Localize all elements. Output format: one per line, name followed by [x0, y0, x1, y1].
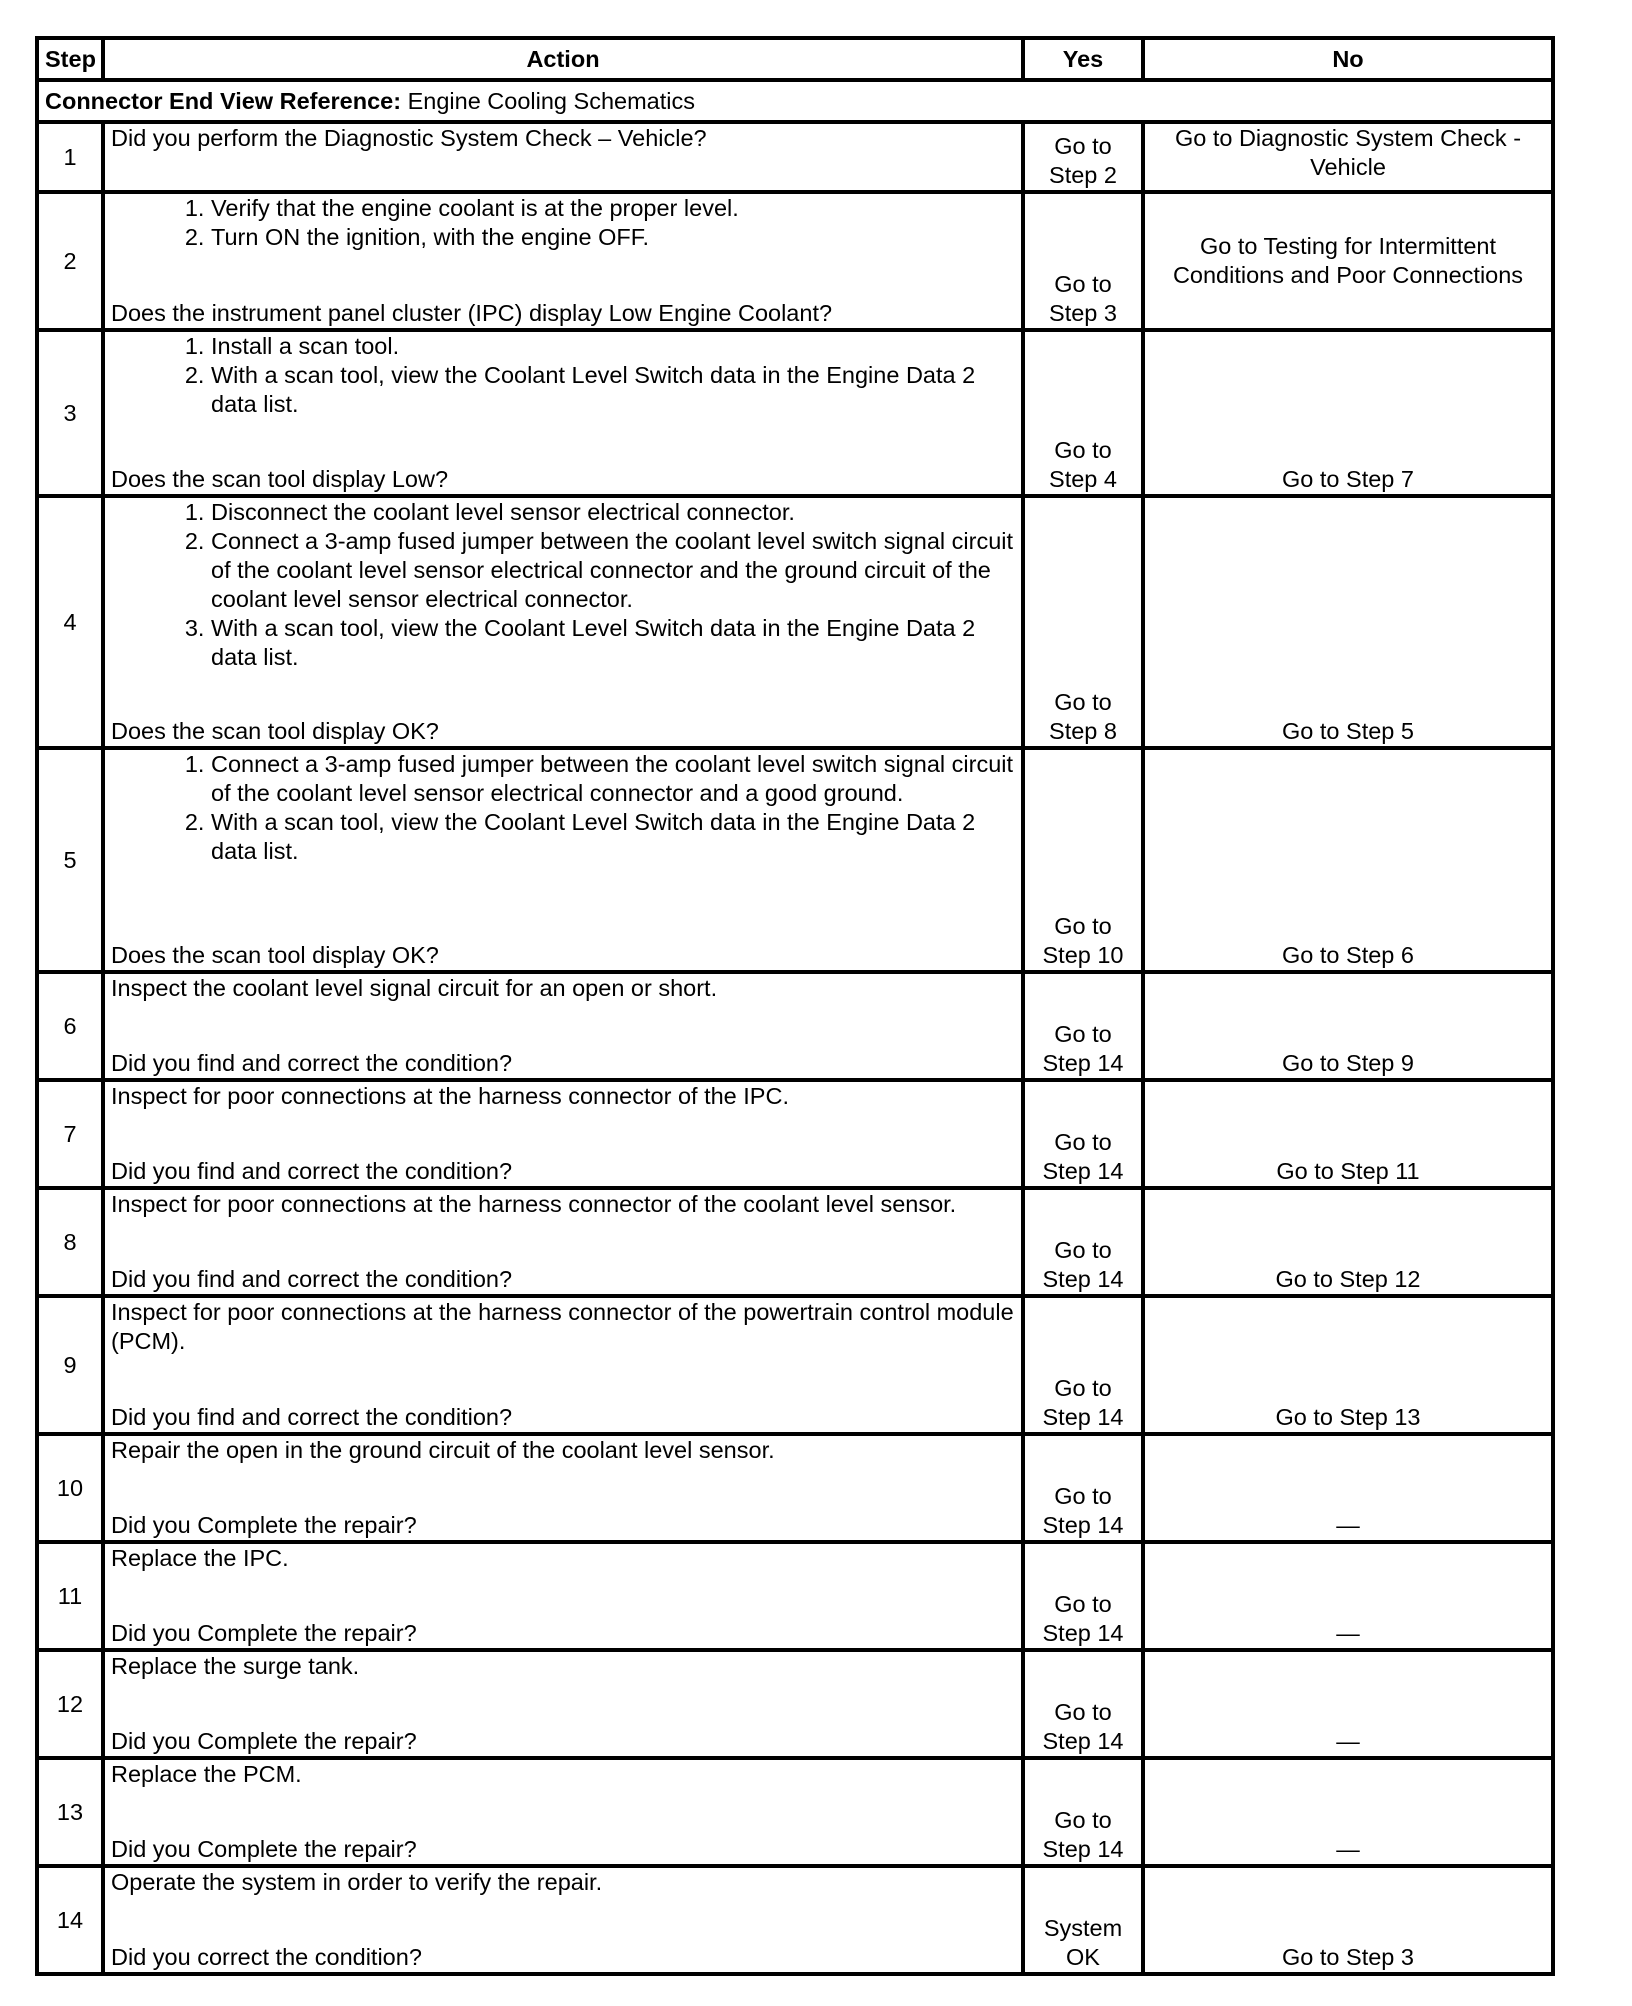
step-number: 3: [37, 330, 103, 496]
step-number: 7: [37, 1080, 103, 1188]
action-text: Inspect for poor connections at the harness connector of the powertrain control module (PCM).: [111, 1299, 1014, 1354]
step-action: [103, 1650, 1023, 1758]
action-text: Inspect for poor connections at the harness connector of the coolant level sensor.: [111, 1191, 957, 1217]
action-question: Did you Complete the repair?: [111, 1620, 417, 1646]
action-question: Did you find and correct the condition?: [111, 1404, 513, 1430]
no-result: —: [1143, 1542, 1553, 1650]
action-text: Inspect for poor connections at the harness connector of the IPC.: [111, 1083, 789, 1109]
step-number: 8: [37, 1188, 103, 1296]
connector-reference: [37, 80, 1553, 122]
table-row: [37, 496, 1553, 748]
action-question: Does the instrument panel cluster (IPC) display Low Engine Coolant?: [111, 300, 833, 326]
action-list: [111, 194, 1015, 252]
table-row: [37, 1080, 1553, 1188]
step-number: 11: [37, 1542, 103, 1650]
yes-result: Go to Step 14: [1023, 1296, 1143, 1434]
action-item: 1. Connect a 3-amp fused jumper between the coolant level switch signal circuit of the coolant level sensor electrical connector and a good ground.: [211, 750, 1015, 808]
no-result: Go to Step 13: [1143, 1296, 1553, 1434]
header-step: Step: [37, 38, 103, 80]
action-text: Did you perform the Diagnostic System Check – Vehicle?: [111, 125, 707, 151]
action-item: 2. With a scan tool, view the Coolant Level Switch data in the Engine Data 2 data list.: [211, 808, 1015, 866]
no-result: Go to Testing for Intermittent Conditions and Poor Connections: [1143, 192, 1553, 330]
no-result: Go to Step 12: [1143, 1188, 1553, 1296]
no-result: Go to Step 11: [1143, 1080, 1553, 1188]
yes-result: Go to Step 14: [1023, 1188, 1143, 1296]
table-row: [37, 1866, 1553, 1974]
table-row: [37, 972, 1553, 1080]
step-action: [103, 748, 1023, 972]
step-action: [103, 1758, 1023, 1866]
action-question: Did you find and correct the condition?: [111, 1050, 513, 1076]
action-question: Did you Complete the repair?: [111, 1728, 417, 1754]
step-action: [103, 1188, 1023, 1296]
step-number: 9: [37, 1296, 103, 1434]
step-number: 10: [37, 1434, 103, 1542]
step-number: 2: [37, 192, 103, 330]
header-action: Action: [103, 38, 1023, 80]
action-item: 1. Install a scan tool.: [211, 332, 1015, 361]
action-question: Does the scan tool display OK?: [111, 942, 439, 968]
action-question: Did you find and correct the condition?: [111, 1158, 513, 1184]
step-action: [103, 330, 1023, 496]
no-result: —: [1143, 1758, 1553, 1866]
table-row: [37, 1650, 1553, 1758]
action-text: Replace the IPC.: [111, 1545, 289, 1571]
reference-label: Connector End View Reference:: [45, 87, 402, 114]
action-text: Inspect the coolant level signal circuit for an open or short.: [111, 975, 718, 1001]
yes-result: System OK: [1023, 1866, 1143, 1974]
step-number: 4: [37, 496, 103, 748]
action-list: [111, 332, 1015, 419]
table-row: [37, 330, 1553, 496]
action-question: Did you Complete the repair?: [111, 1836, 417, 1862]
yes-result: Go to Step 10: [1023, 748, 1143, 972]
table-row: [37, 122, 1553, 192]
yes-result: Go to Step 3: [1023, 192, 1143, 330]
header-row: [37, 38, 1553, 80]
header-yes: Yes: [1023, 38, 1143, 80]
action-question: Does the scan tool display Low?: [111, 466, 449, 492]
action-question: Did you Complete the repair?: [111, 1512, 417, 1538]
action-text: Operate the system in order to verify the repair.: [111, 1869, 603, 1895]
step-number: 5: [37, 748, 103, 972]
no-result: Go to Step 7: [1143, 330, 1553, 496]
step-number: 12: [37, 1650, 103, 1758]
header-no: No: [1143, 38, 1553, 80]
diagnostic-table: [35, 36, 1555, 1976]
yes-result: Go to Step 14: [1023, 1080, 1143, 1188]
no-result: —: [1143, 1650, 1553, 1758]
yes-result: Go to Step 14: [1023, 1542, 1143, 1650]
reference-row: [37, 80, 1553, 122]
action-item: 2. Turn ON the ignition, with the engine OFF.: [211, 223, 1015, 252]
table-row: [37, 192, 1553, 330]
step-number: 1: [37, 122, 103, 192]
table-row: [37, 1542, 1553, 1650]
table-row: [37, 1434, 1553, 1542]
action-question: Did you correct the condition?: [111, 1944, 422, 1970]
yes-result: Go to Step 14: [1023, 972, 1143, 1080]
action-list: [111, 498, 1015, 672]
yes-result: Go to Step 4: [1023, 330, 1143, 496]
no-result: Go to Diagnostic System Check - Vehicle: [1143, 122, 1553, 192]
step-number: 13: [37, 1758, 103, 1866]
step-action: [103, 122, 1023, 192]
no-result: Go to Step 9: [1143, 972, 1553, 1080]
step-number: 14: [37, 1866, 103, 1974]
table-row: [37, 748, 1553, 972]
action-list: [111, 750, 1015, 866]
no-result: —: [1143, 1434, 1553, 1542]
table-row: [37, 1188, 1553, 1296]
step-action: [103, 1866, 1023, 1974]
yes-result: Go to Step 14: [1023, 1758, 1143, 1866]
step-action: [103, 972, 1023, 1080]
action-text: Repair the open in the ground circuit of the coolant level sensor.: [111, 1437, 775, 1463]
step-action: [103, 1542, 1023, 1650]
action-item: 3. With a scan tool, view the Coolant Level Switch data in the Engine Data 2 data list.: [211, 614, 1015, 672]
table-row: [37, 1296, 1553, 1434]
no-result: Go to Step 3: [1143, 1866, 1553, 1974]
step-number: 6: [37, 972, 103, 1080]
yes-result: Go to Step 2: [1023, 122, 1143, 192]
step-action: [103, 496, 1023, 748]
action-question: Did you find and correct the condition?: [111, 1266, 513, 1292]
yes-result: Go to Step 14: [1023, 1434, 1143, 1542]
action-item: 2. Connect a 3-amp fused jumper between the coolant level switch signal circuit of the coolant level sensor electrical connector and the ground circuit of the coolant level sensor electrical connector.: [211, 527, 1015, 614]
step-action: [103, 1434, 1023, 1542]
action-item: 2. With a scan tool, view the Coolant Level Switch data in the Engine Data 2 data list.: [211, 361, 1015, 419]
no-result: Go to Step 6: [1143, 748, 1553, 972]
no-result: Go to Step 5: [1143, 496, 1553, 748]
step-action: [103, 1296, 1023, 1434]
action-text: Replace the PCM.: [111, 1761, 302, 1787]
yes-result: Go to Step 14: [1023, 1650, 1143, 1758]
action-item: 1. Disconnect the coolant level sensor electrical connector.: [211, 498, 1015, 527]
action-item: 1. Verify that the engine coolant is at the proper level.: [211, 194, 1015, 223]
yes-result: Go to Step 8: [1023, 496, 1143, 748]
table-row: [37, 1758, 1553, 1866]
reference-value: Engine Cooling Schematics: [407, 87, 695, 114]
action-question: Does the scan tool display OK?: [111, 718, 439, 744]
action-text: Replace the surge tank.: [111, 1653, 360, 1679]
step-action: [103, 1080, 1023, 1188]
step-action: [103, 192, 1023, 330]
